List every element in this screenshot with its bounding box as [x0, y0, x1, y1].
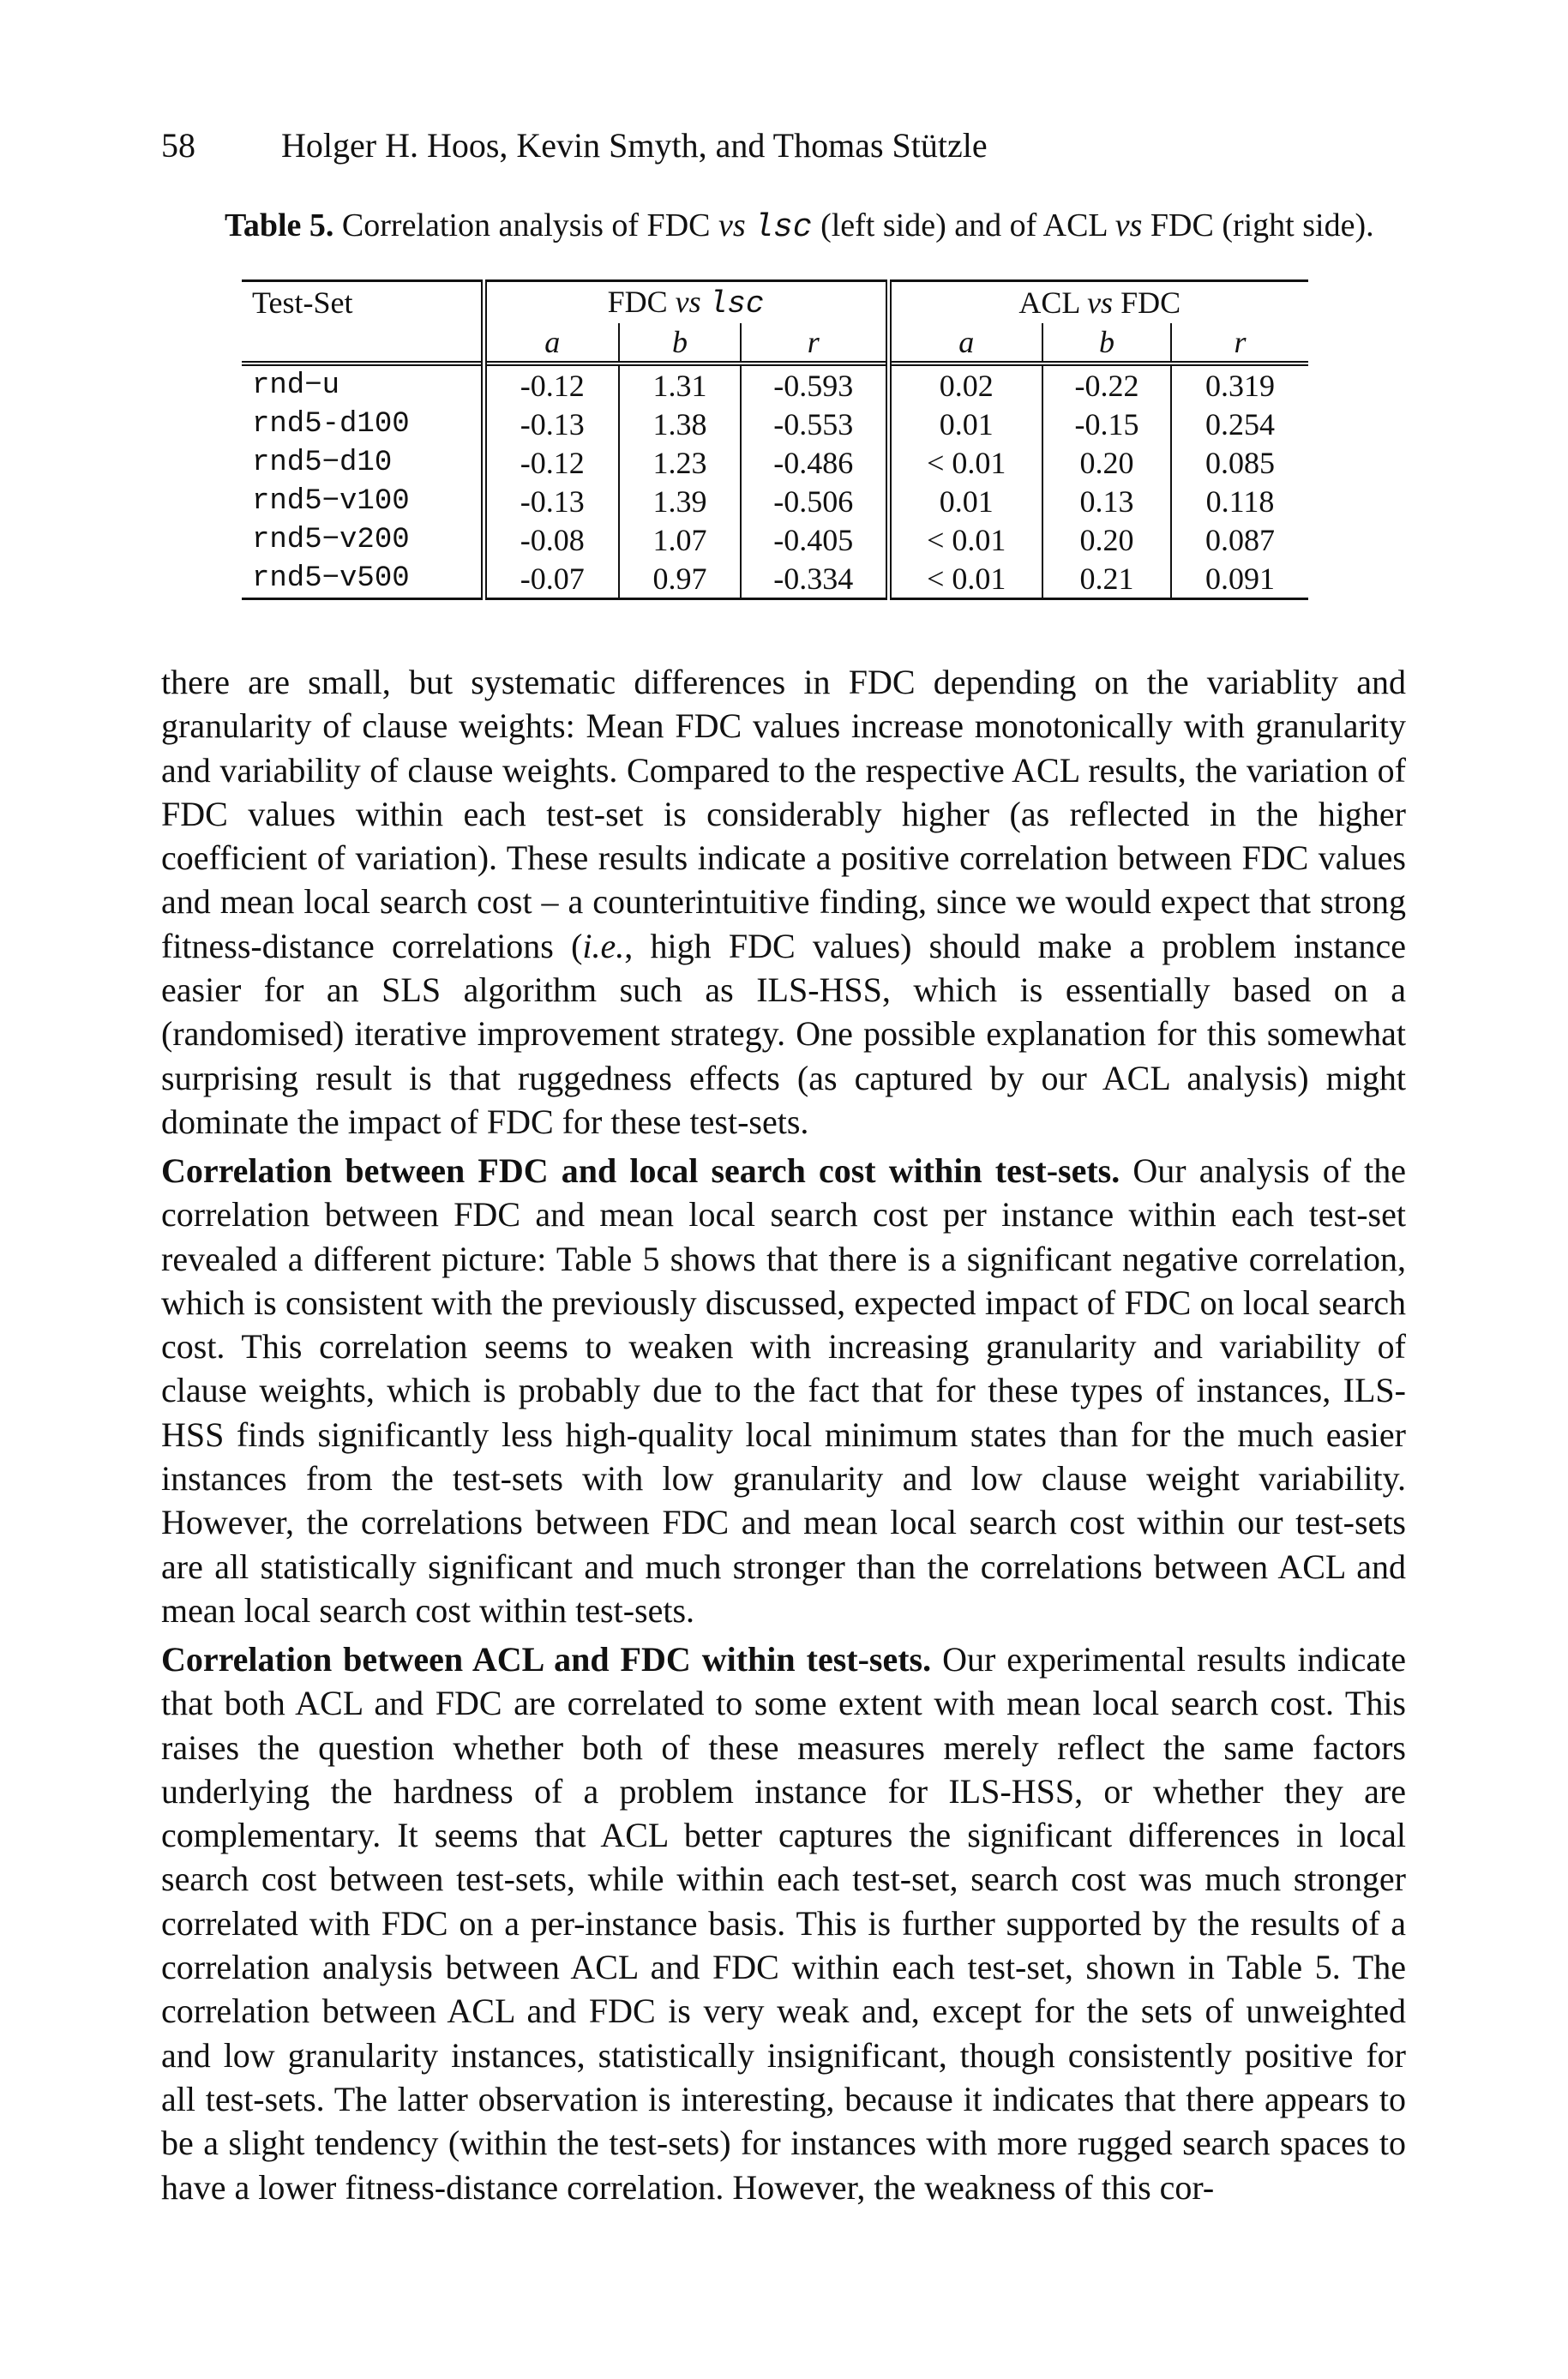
header-empty-cell — [242, 323, 484, 363]
header-group-right-vs: vs — [1087, 285, 1114, 320]
cell-acl-r: 0.118 — [1171, 482, 1308, 520]
table-row — [242, 363, 1308, 405]
caption-pre: Correlation analysis of FDC — [341, 207, 711, 243]
cell-fdc-a: -0.07 — [484, 559, 619, 599]
table-header-row-2 — [242, 323, 1308, 363]
cell-acl-b: 0.20 — [1042, 520, 1171, 559]
page-number: 58 — [161, 126, 195, 165]
cell-fdc-a: -0.12 — [484, 363, 619, 405]
cell-acl-b: 0.20 — [1042, 443, 1171, 482]
table-row — [242, 443, 1308, 482]
header-group-right-pre: ACL — [1018, 285, 1080, 320]
table-row — [242, 405, 1308, 443]
header-test-set: Test-Set — [242, 281, 484, 324]
paragraph-1 — [161, 660, 1406, 1144]
cell-fdc-b: 1.38 — [619, 405, 741, 443]
header-group-left-pre: FDC — [607, 284, 668, 319]
cell-fdc-r: -0.405 — [741, 520, 888, 559]
header-acl-b: b — [1042, 323, 1171, 363]
cell-acl-a: < 0.01 — [888, 443, 1042, 482]
header-group-left-vs: vs — [675, 284, 701, 319]
cell-fdc-r: -0.334 — [741, 559, 888, 599]
table-row — [242, 520, 1308, 559]
header-group-left-lsc: lsc — [708, 285, 765, 321]
table-row — [242, 559, 1308, 599]
paragraph-2-heading: Correlation between FDC and local search cost within test-sets. — [161, 1151, 1120, 1190]
table-caption-label: Table 5. — [225, 207, 334, 243]
table-caption — [225, 206, 1425, 248]
paragraph-2-text: Our analysis of the correlation between FDC and mean local search cost per instance within each test-set revealed a different picture: Table 5 shows that there is a significant negative correlation, which is consistent with the previously discussed, expected impact of FDC on local search cost. This correlation seems to weaken with increasing granularity and variability of clause weights, which is probably due to the fact that for these types of instances, ILS-HSS finds significantly less high-quality local minimum states than for the much easier instances from the test-sets with low granularity and low clause weight variability. However, the correlations between FDC and mean local search cost within our test-sets are all statistically significant and much stronger than the correlations between ACL and mean local search cost within test-sets. — [161, 1151, 1407, 1630]
cell-fdc-b: 1.07 — [619, 520, 741, 559]
cell-acl-a: 0.01 — [888, 405, 1042, 443]
paragraph-3 — [161, 1637, 1406, 2209]
paragraph-1-part-b: , high FDC values) should make a problem instance easier for an SLS algorithm such as ILS-HSS, which is essentially based on a (randomised) iterative improvement strategy. One possible explanation for this somewhat surprising result is that ruggedness effects (as captured by our ACL analysis) might dominate the impact of FDC for these test-sets. — [161, 926, 1406, 1141]
cell-test-set: rnd5−v200 — [252, 523, 410, 556]
cell-fdc-r: -0.486 — [741, 443, 888, 482]
paragraph-1-ie: i.e. — [582, 926, 625, 965]
caption-vs-1: vs — [718, 207, 746, 243]
correlation-table — [242, 279, 1308, 600]
cell-test-set: rnd5−v500 — [242, 559, 484, 599]
cell-fdc-b: 1.31 — [619, 363, 741, 405]
cell-fdc-r: -0.553 — [741, 405, 888, 443]
header-group-fdc-lsc — [484, 281, 888, 324]
cell-acl-b: -0.15 — [1042, 405, 1171, 443]
cell-acl-r: 0.087 — [1171, 520, 1308, 559]
cell-acl-r: 0.319 — [1171, 363, 1308, 405]
caption-mid: (left side) and of ACL — [820, 207, 1108, 243]
cell-test-set: rnd5−v100 — [252, 484, 410, 518]
header-fdc-a: a — [484, 323, 619, 363]
caption-lsc: lsc — [754, 209, 813, 246]
cell-fdc-r: -0.506 — [741, 482, 888, 520]
paragraph-acl-fdc-within — [161, 1637, 1406, 2209]
cell-fdc-b: 0.97 — [619, 559, 741, 599]
paragraph-fdc-test-sets — [161, 660, 1406, 1144]
header-acl-a: a — [888, 323, 1042, 363]
table-header-row-1 — [242, 281, 1308, 324]
cell-test-set: rnd5-d100 — [252, 407, 410, 441]
cell-acl-r: 0.091 — [1171, 559, 1308, 599]
cell-test-set: rnd−u — [252, 369, 340, 402]
cell-acl-b: 0.21 — [1042, 559, 1171, 599]
header-group-right-post: FDC — [1120, 285, 1181, 320]
table-row — [242, 482, 1308, 520]
cell-fdc-a: -0.13 — [484, 405, 619, 443]
cell-acl-a: 0.02 — [888, 363, 1042, 405]
running-head-authors: Holger H. Hoos, Kevin Smyth, and Thomas Stützle — [281, 126, 988, 165]
cell-fdc-b: 1.39 — [619, 482, 741, 520]
caption-post: FDC (right side). — [1150, 207, 1374, 243]
header-fdc-b: b — [619, 323, 741, 363]
cell-fdc-a: -0.08 — [484, 520, 619, 559]
cell-acl-b: 0.13 — [1042, 482, 1171, 520]
cell-fdc-a: -0.13 — [484, 482, 619, 520]
caption-vs-2: vs — [1114, 207, 1143, 243]
cell-acl-r: 0.254 — [1171, 405, 1308, 443]
header-acl-r: r — [1171, 323, 1308, 363]
paragraph-fdc-lsc-within — [161, 1149, 1406, 1632]
header-fdc-r: r — [741, 323, 888, 363]
cell-acl-r: 0.085 — [1171, 443, 1308, 482]
header-group-acl-fdc — [888, 281, 1308, 324]
cell-test-set: rnd5−d10 — [252, 446, 393, 479]
running-head — [161, 125, 988, 166]
cell-fdc-b: 1.23 — [619, 443, 741, 482]
cell-acl-a: < 0.01 — [888, 520, 1042, 559]
paragraph-1-part-a: there are small, but systematic differences in FDC depending on the variablity and granularity of clause weights: Mean FDC values increase monotonically with granularity and variability of clause weights. Compared to the respective ACL results, the variation of FDC values within each test-set is considerably higher (as reflected in the higher coefficient of variation). These results indicate a positive correlation between FDC values and mean local search cost – a counterintuitive finding, since we would expect that strong fitness-distance correlations ( — [161, 663, 1406, 965]
cell-acl-b: -0.22 — [1042, 363, 1171, 405]
paragraph-3-heading: Correlation between ACL and FDC within test-sets. — [161, 1640, 932, 1679]
paragraph-2 — [161, 1149, 1406, 1632]
cell-acl-a: 0.01 — [888, 482, 1042, 520]
cell-acl-a: < 0.01 — [888, 559, 1042, 599]
cell-fdc-a: -0.12 — [484, 443, 619, 482]
cell-fdc-r: -0.593 — [741, 363, 888, 405]
paragraph-3-text: Our experimental results indicate that both ACL and FDC are correlated to some extent with mean local search cost. This raises the question whether both of these measures merely reflect the same factors underlying the hardness of a problem instance for ILS-HSS, or whether they are complementary. It seems that ACL better captures the significant differences in local search cost between test-sets, while within each test-set, search cost was much stronger correlated with FDC on a per-instance basis. This is further supported by the results of a correlation analysis between ACL and FDC within each test-set, shown in Table 5. The correlation between ACL and FDC is very weak and, except for the sets of unweighted and low granularity instances, statistically insignificant, though consistently positive for all test-sets. The latter observation is interesting, because it indicates that there appears to be a slight tendency (within the test-sets) for instances with more rugged search spaces to have a lower fitness-distance correlation. However, the weakness of this cor- — [161, 1640, 1406, 2207]
